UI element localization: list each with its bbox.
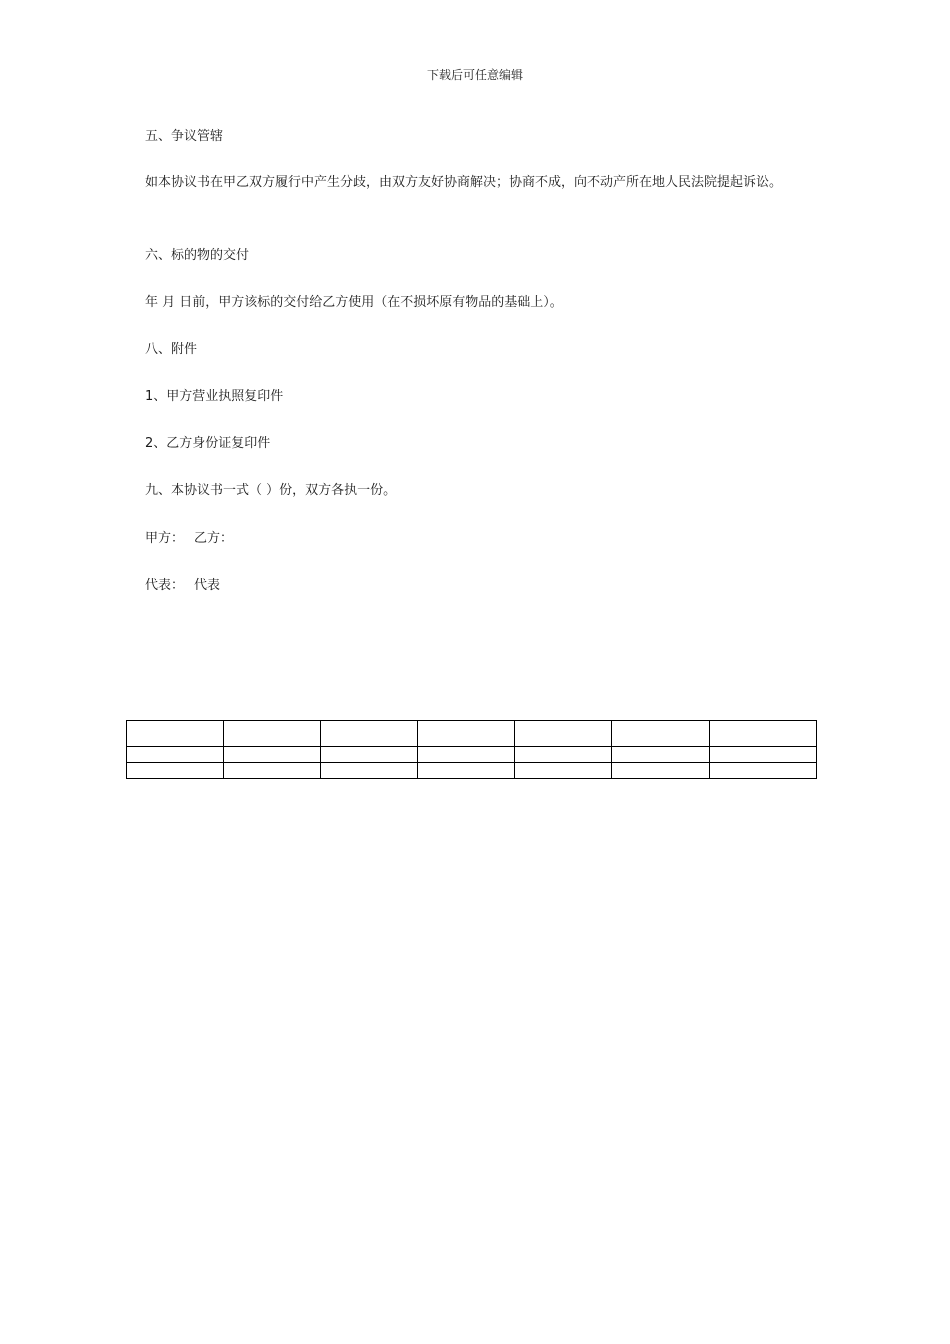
section-8-title: 八、附件 (145, 342, 198, 357)
table-row (127, 721, 817, 747)
section-6-title: 六、标的物的交付 (145, 248, 250, 263)
table-cell (515, 763, 612, 779)
table-cell (127, 721, 224, 747)
table-cell (418, 721, 515, 747)
section-9-title: 九、本协议书一式（ ）份，双方各执一份。 (145, 483, 397, 498)
table-cell (612, 747, 710, 763)
table-cell (418, 763, 515, 779)
rep-b-label: 代表 (194, 578, 221, 593)
table-cell (710, 747, 817, 763)
table-cell (710, 763, 817, 779)
table-cell (612, 763, 710, 779)
table-cell (224, 747, 321, 763)
party-signature-line (145, 529, 813, 549)
table-cell (515, 747, 612, 763)
table-cell (224, 763, 321, 779)
table-cell (321, 747, 418, 763)
table-cell (224, 721, 321, 747)
section-6-body: 年 月 日前，甲方该标的交付给乙方使用（在不损坏原有物品的基础上）。 (145, 295, 563, 310)
table-cell (418, 747, 515, 763)
empty-table (126, 720, 817, 779)
table-cell (321, 763, 418, 779)
table-cell (612, 721, 710, 747)
section-5-title: 五、争议管辖 (145, 129, 224, 144)
table-cell (321, 721, 418, 747)
representative-line (145, 576, 813, 596)
table-row (127, 747, 817, 763)
table-cell (710, 721, 817, 747)
party-a-label: 甲方： (145, 531, 185, 546)
table-cell (515, 721, 612, 747)
table-cell (127, 747, 224, 763)
party-b-label: 乙方： (194, 531, 234, 546)
rep-a-label: 代表： (145, 578, 185, 593)
table-row (127, 763, 817, 779)
section-5-body: 如本协议书在甲乙双方履行中产生分歧，由双方友好协商解决；协商不成，向不动产所在地人民法院提起诉讼。 (145, 175, 783, 190)
table-cell (127, 763, 224, 779)
page-header: 下载后可任意编辑 (426, 68, 523, 82)
attachment-item-1: 1、甲方营业执照复印件 (145, 389, 284, 404)
attachment-item-2: 2、乙方身份证复印件 (145, 436, 271, 451)
